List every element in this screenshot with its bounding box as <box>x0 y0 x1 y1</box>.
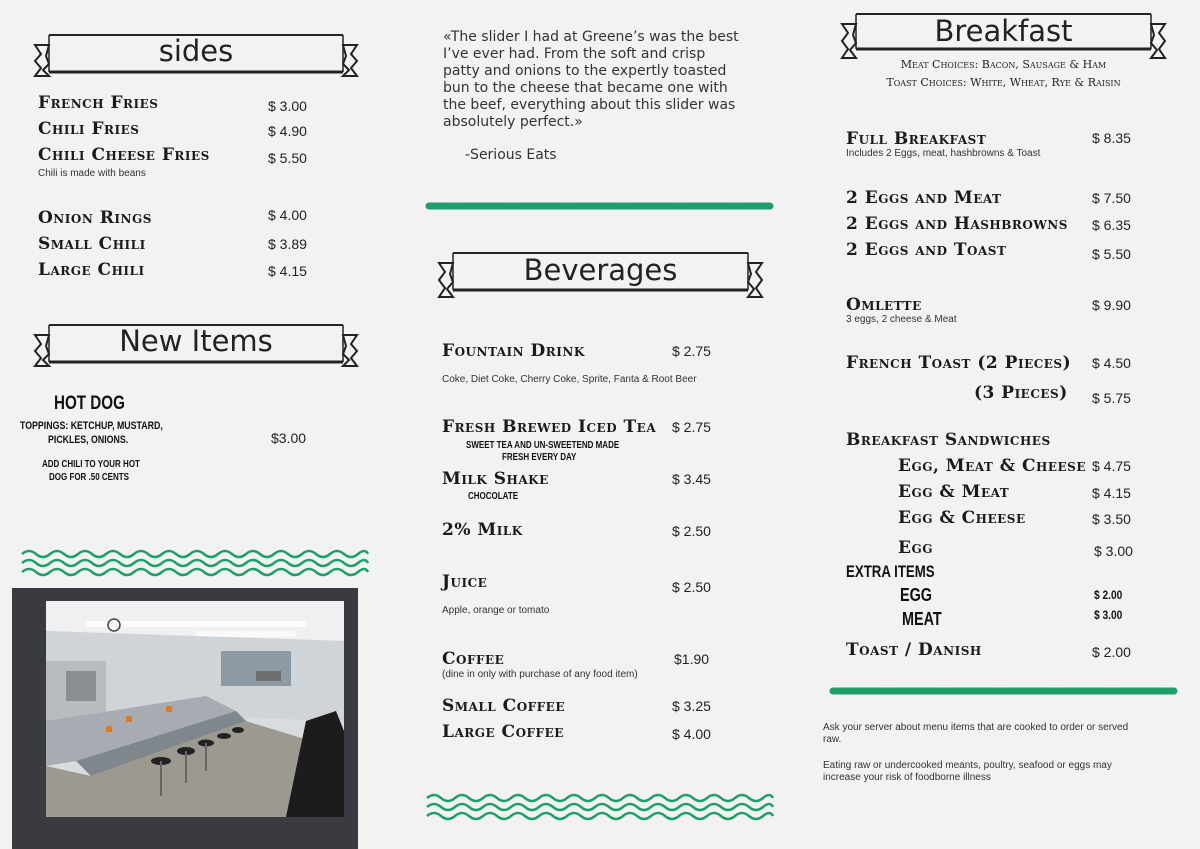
meat-choices: Meat Choices: Bacon, Sausage & Ham <box>900 58 1107 71</box>
menu-item-price: $ 4.15 <box>268 263 307 279</box>
menu-item-name: Small Coffee <box>442 696 565 716</box>
menu-item-price: $ 6.35 <box>1092 217 1131 233</box>
menu-item-name: Fountain Drink <box>442 341 585 361</box>
menu-item-price: $ 4.50 <box>1092 355 1131 371</box>
menu-item-name: Egg & Meat <box>898 482 1010 502</box>
menu-item-note: SWEET TEA AND UN-SWEETEND MADE <box>466 440 620 451</box>
menu-item-price: $ 4.90 <box>268 123 307 139</box>
hot-dog-toppings: PICKLES, ONIONS. <box>48 434 129 446</box>
menu-item-price: $ 4.00 <box>268 207 307 223</box>
menu-item-name: Toast / Danish <box>846 640 982 660</box>
menu-item-name: French Toast (2 Pieces) <box>846 353 1072 373</box>
wave-divider-icon <box>20 548 370 578</box>
menu-item-name: Onion Rings <box>38 208 152 228</box>
hot-dog-addon: ADD CHILI TO YOUR HOT <box>42 459 140 470</box>
extra-item-egg-price: $ 2.00 <box>1094 588 1123 602</box>
beverages-title: Beverages <box>523 253 678 287</box>
menu-item-price: $ 5.50 <box>268 150 307 166</box>
section-heading: Breakfast Sandwiches <box>846 430 1051 450</box>
menu-item-name: 2 Eggs and Toast <box>846 240 1007 260</box>
menu-item-name: French Fries <box>38 93 159 113</box>
breakfast-title: Breakfast <box>934 14 1073 48</box>
menu-item-note: Apple, orange or tomato <box>442 605 550 616</box>
extra-item-meat: MEAT <box>902 609 942 629</box>
menu-item-name: Egg, Meat & Cheese <box>898 456 1086 476</box>
menu-item-price: $ 3.00 <box>268 98 307 114</box>
menu-item-name: (3 Pieces) <box>974 383 1068 403</box>
menu-item-price: $ 3.50 <box>1092 511 1131 527</box>
toast-choices: Toast Choices: White, Wheat, Rye & Raisin <box>886 76 1121 89</box>
menu-item-price: $ 2.75 <box>672 419 711 435</box>
menu-item-note: Coke, Diet Coke, Cherry Coke, Sprite, Fanta & Root Beer <box>442 374 697 385</box>
wave-divider-icon <box>425 792 775 822</box>
diner-interior-illustration <box>46 601 344 817</box>
menu-item-price: $ 9.90 <box>1092 297 1131 313</box>
menu-item-price: $ 4.00 <box>672 726 711 742</box>
menu-item-price: $ 5.75 <box>1092 390 1131 406</box>
extra-item-meat-price: $ 3.00 <box>1094 608 1123 622</box>
advisory-text: Ask your server about menu items that are cooked to order or served raw. <box>823 722 1129 745</box>
menu-item-note: 3 eggs, 2 cheese & Meat <box>846 314 957 325</box>
menu-item-name: Egg <box>898 538 933 558</box>
menu-item-name: Full Breakfast <box>846 129 987 149</box>
menu-item-price: $ 4.75 <box>1092 458 1131 474</box>
menu-item-name: Fresh Brewed Iced Tea <box>442 417 657 437</box>
hot-dog-title: HOT DOG <box>54 393 125 414</box>
extra-items-heading: EXTRA ITEMS <box>846 562 935 581</box>
menu-item-price: $ 3.25 <box>672 698 711 714</box>
menu-item-name: Milk Shake <box>442 469 549 489</box>
menu-item-price: $1.90 <box>674 651 710 667</box>
menu-item-name: 2 Eggs and Meat <box>846 188 1002 208</box>
menu-item-name: Small Chili <box>38 234 146 254</box>
menu-item-price: $ 2.50 <box>672 523 711 539</box>
menu-item-name: Chili Cheese Fries <box>38 145 210 165</box>
menu-item-price: $ 2.50 <box>672 579 711 595</box>
new-items-banner <box>33 322 359 372</box>
menu-item-price: $ 2.00 <box>1092 644 1131 660</box>
diner-photo <box>12 588 358 849</box>
beverages-banner <box>437 250 764 302</box>
menu-item-note: CHOCOLATE <box>468 491 519 502</box>
menu-item-price: $ 3.00 <box>1094 543 1133 559</box>
advisory-text: Eating raw or undercooked meants, poultry, seafood or eggs may increase your risk of foodborne illness <box>823 760 1112 783</box>
menu-item-name: Large Chili <box>38 260 145 280</box>
rope-divider-icon <box>829 685 1179 697</box>
menu-item-note: FRESH EVERY DAY <box>502 452 577 463</box>
hot-dog-addon: DOG FOR .50 CENTS <box>49 472 130 483</box>
menu-item-price: $ 2.75 <box>672 343 711 359</box>
hot-dog-price: $3.00 <box>271 430 307 446</box>
review-quote: «The slider I had at Greene’s was the best I’ve ever had. From the soft and crisp patty and onions to the expertly toasted bun to the cheese that became one with the beef, everything about this slider was absolutely perfect.» <box>443 29 739 130</box>
menu-item-name: 2 Eggs and Hashbrowns <box>846 214 1068 234</box>
menu-item-price: $ 3.45 <box>672 471 711 487</box>
menu-item-name: Omlette <box>846 295 922 315</box>
sides-title: sides <box>158 34 234 68</box>
menu-item-name: Coffee <box>442 649 505 669</box>
menu-item-note: (dine in only with purchase of any food item) <box>442 669 638 680</box>
menu-item-name: Egg & Cheese <box>898 508 1026 528</box>
menu-item-price: $ 4.15 <box>1092 485 1131 501</box>
hot-dog-toppings: TOPPINGS: KETCHUP, MUSTARD, <box>20 420 163 432</box>
new-items-title: New Items <box>119 324 273 358</box>
extra-item-egg: EGG <box>900 585 933 605</box>
menu-item-note: Includes 2 Eggs, meat, hashbrowns & Toast <box>846 148 1041 159</box>
breakfast-banner <box>840 11 1167 63</box>
menu-item-name: Juice <box>442 572 488 592</box>
menu-item-price: $ 5.50 <box>1092 246 1131 262</box>
menu-item-price: $ 7.50 <box>1092 190 1131 206</box>
menu-item-name: 2% Milk <box>442 520 523 540</box>
menu-item-note: Chili is made with beans <box>38 168 146 179</box>
menu-item-name: Chili Fries <box>38 119 140 139</box>
review-source: -Serious Eats <box>465 147 557 163</box>
menu-item-name: Large Coffee <box>442 722 564 742</box>
menu-item-price: $ 8.35 <box>1092 130 1131 146</box>
menu-item-price: $ 3.89 <box>268 236 307 252</box>
sides-banner <box>33 32 359 82</box>
rope-divider-icon <box>425 200 775 212</box>
